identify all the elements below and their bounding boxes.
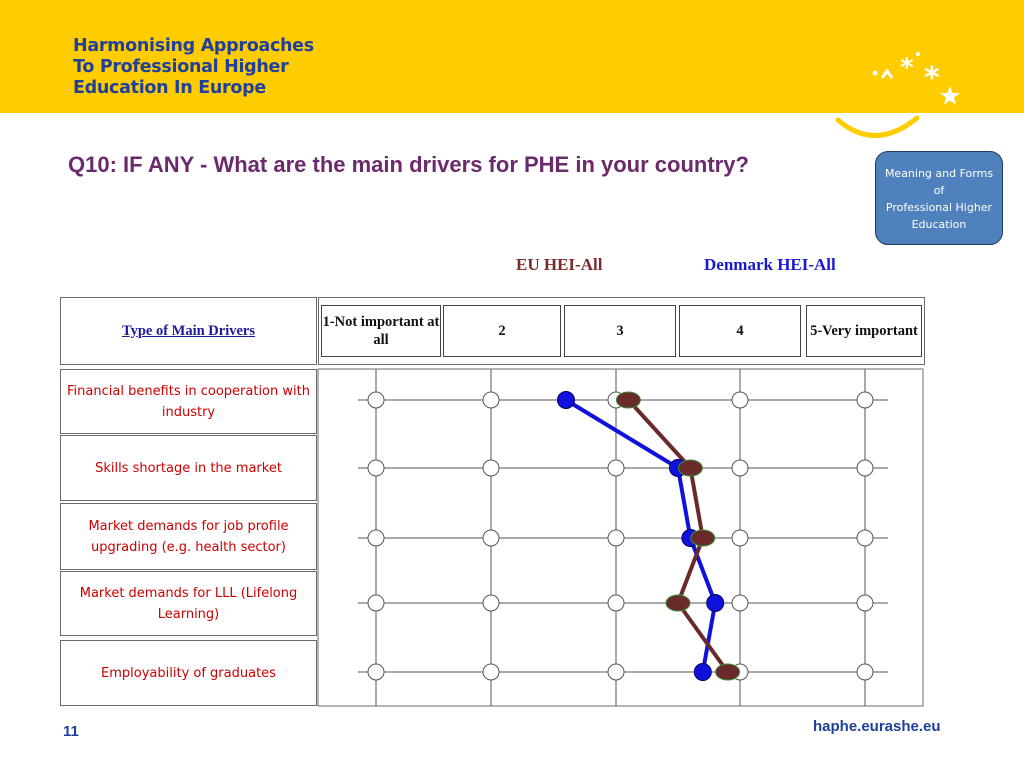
row-header-label: Type of Main Drivers [121, 322, 256, 339]
page-number: 11 [63, 723, 79, 740]
grid-node [732, 530, 748, 546]
grid-node [732, 595, 748, 611]
eu-point [666, 595, 690, 611]
scale-label-5: 5-Very important [806, 305, 922, 357]
eu-point [716, 664, 740, 680]
brand-line-2: To Professional Higher [73, 57, 289, 77]
grid-node [857, 595, 873, 611]
grid-node [483, 595, 499, 611]
legend-eu: EU HEI-All [516, 255, 603, 274]
topic-badge-line: of [933, 184, 945, 197]
footer-url[interactable]: haphe.eurashe.eu [813, 718, 941, 735]
grid-node [368, 392, 384, 408]
grid-node [608, 530, 624, 546]
denmark-point [694, 664, 711, 681]
grid-node [483, 664, 499, 680]
grid-node [857, 664, 873, 680]
grid-node [857, 460, 873, 476]
topic-badge-line: Education [911, 218, 967, 231]
grid-node [857, 392, 873, 408]
topic-badge-line: Meaning and Forms [884, 167, 994, 180]
grid-node [483, 460, 499, 476]
grid-node [368, 460, 384, 476]
grid-node [368, 664, 384, 680]
category-label: Market demands for job profile upgrading (e.g. health sector) [60, 503, 317, 570]
scale-label-2: 2 [443, 305, 561, 357]
grid-node [732, 460, 748, 476]
grid-node [608, 595, 624, 611]
slide-title: Q10: IF ANY - What are the main drivers for PHE in your country? [68, 152, 749, 177]
scale-label-3: 3 [564, 305, 676, 357]
grid-node [483, 392, 499, 408]
eu-point [616, 392, 640, 408]
legend-denmark: Denmark HEI-All [704, 255, 836, 274]
grid-node [732, 392, 748, 408]
svg-text:*: * [900, 53, 914, 83]
brand-line-1: Harmonising Approaches [73, 36, 314, 56]
grid-node [608, 460, 624, 476]
grid-node [608, 664, 624, 680]
category-label: Skills shortage in the market [60, 435, 317, 501]
grid-node [857, 530, 873, 546]
category-label: Financial benefits in cooperation with industry [60, 369, 317, 434]
eu-point [678, 460, 702, 476]
eu-point [691, 530, 715, 546]
grid-node [368, 595, 384, 611]
denmark-point [558, 392, 575, 409]
svg-text:*: * [924, 61, 940, 96]
brand-line-3: Education In Europe [73, 78, 266, 98]
grid-node [368, 530, 384, 546]
denmark-point [707, 595, 724, 612]
grid-node [483, 530, 499, 546]
scale-label-1: 1-Not important at all [321, 305, 441, 357]
scale-label-4: 4 [679, 305, 801, 357]
category-label: Market demands for LLL (Lifelong Learning) [60, 571, 317, 636]
topic-badge-line: Professional Higher [885, 201, 993, 214]
category-label: Employability of graduates [60, 640, 317, 706]
